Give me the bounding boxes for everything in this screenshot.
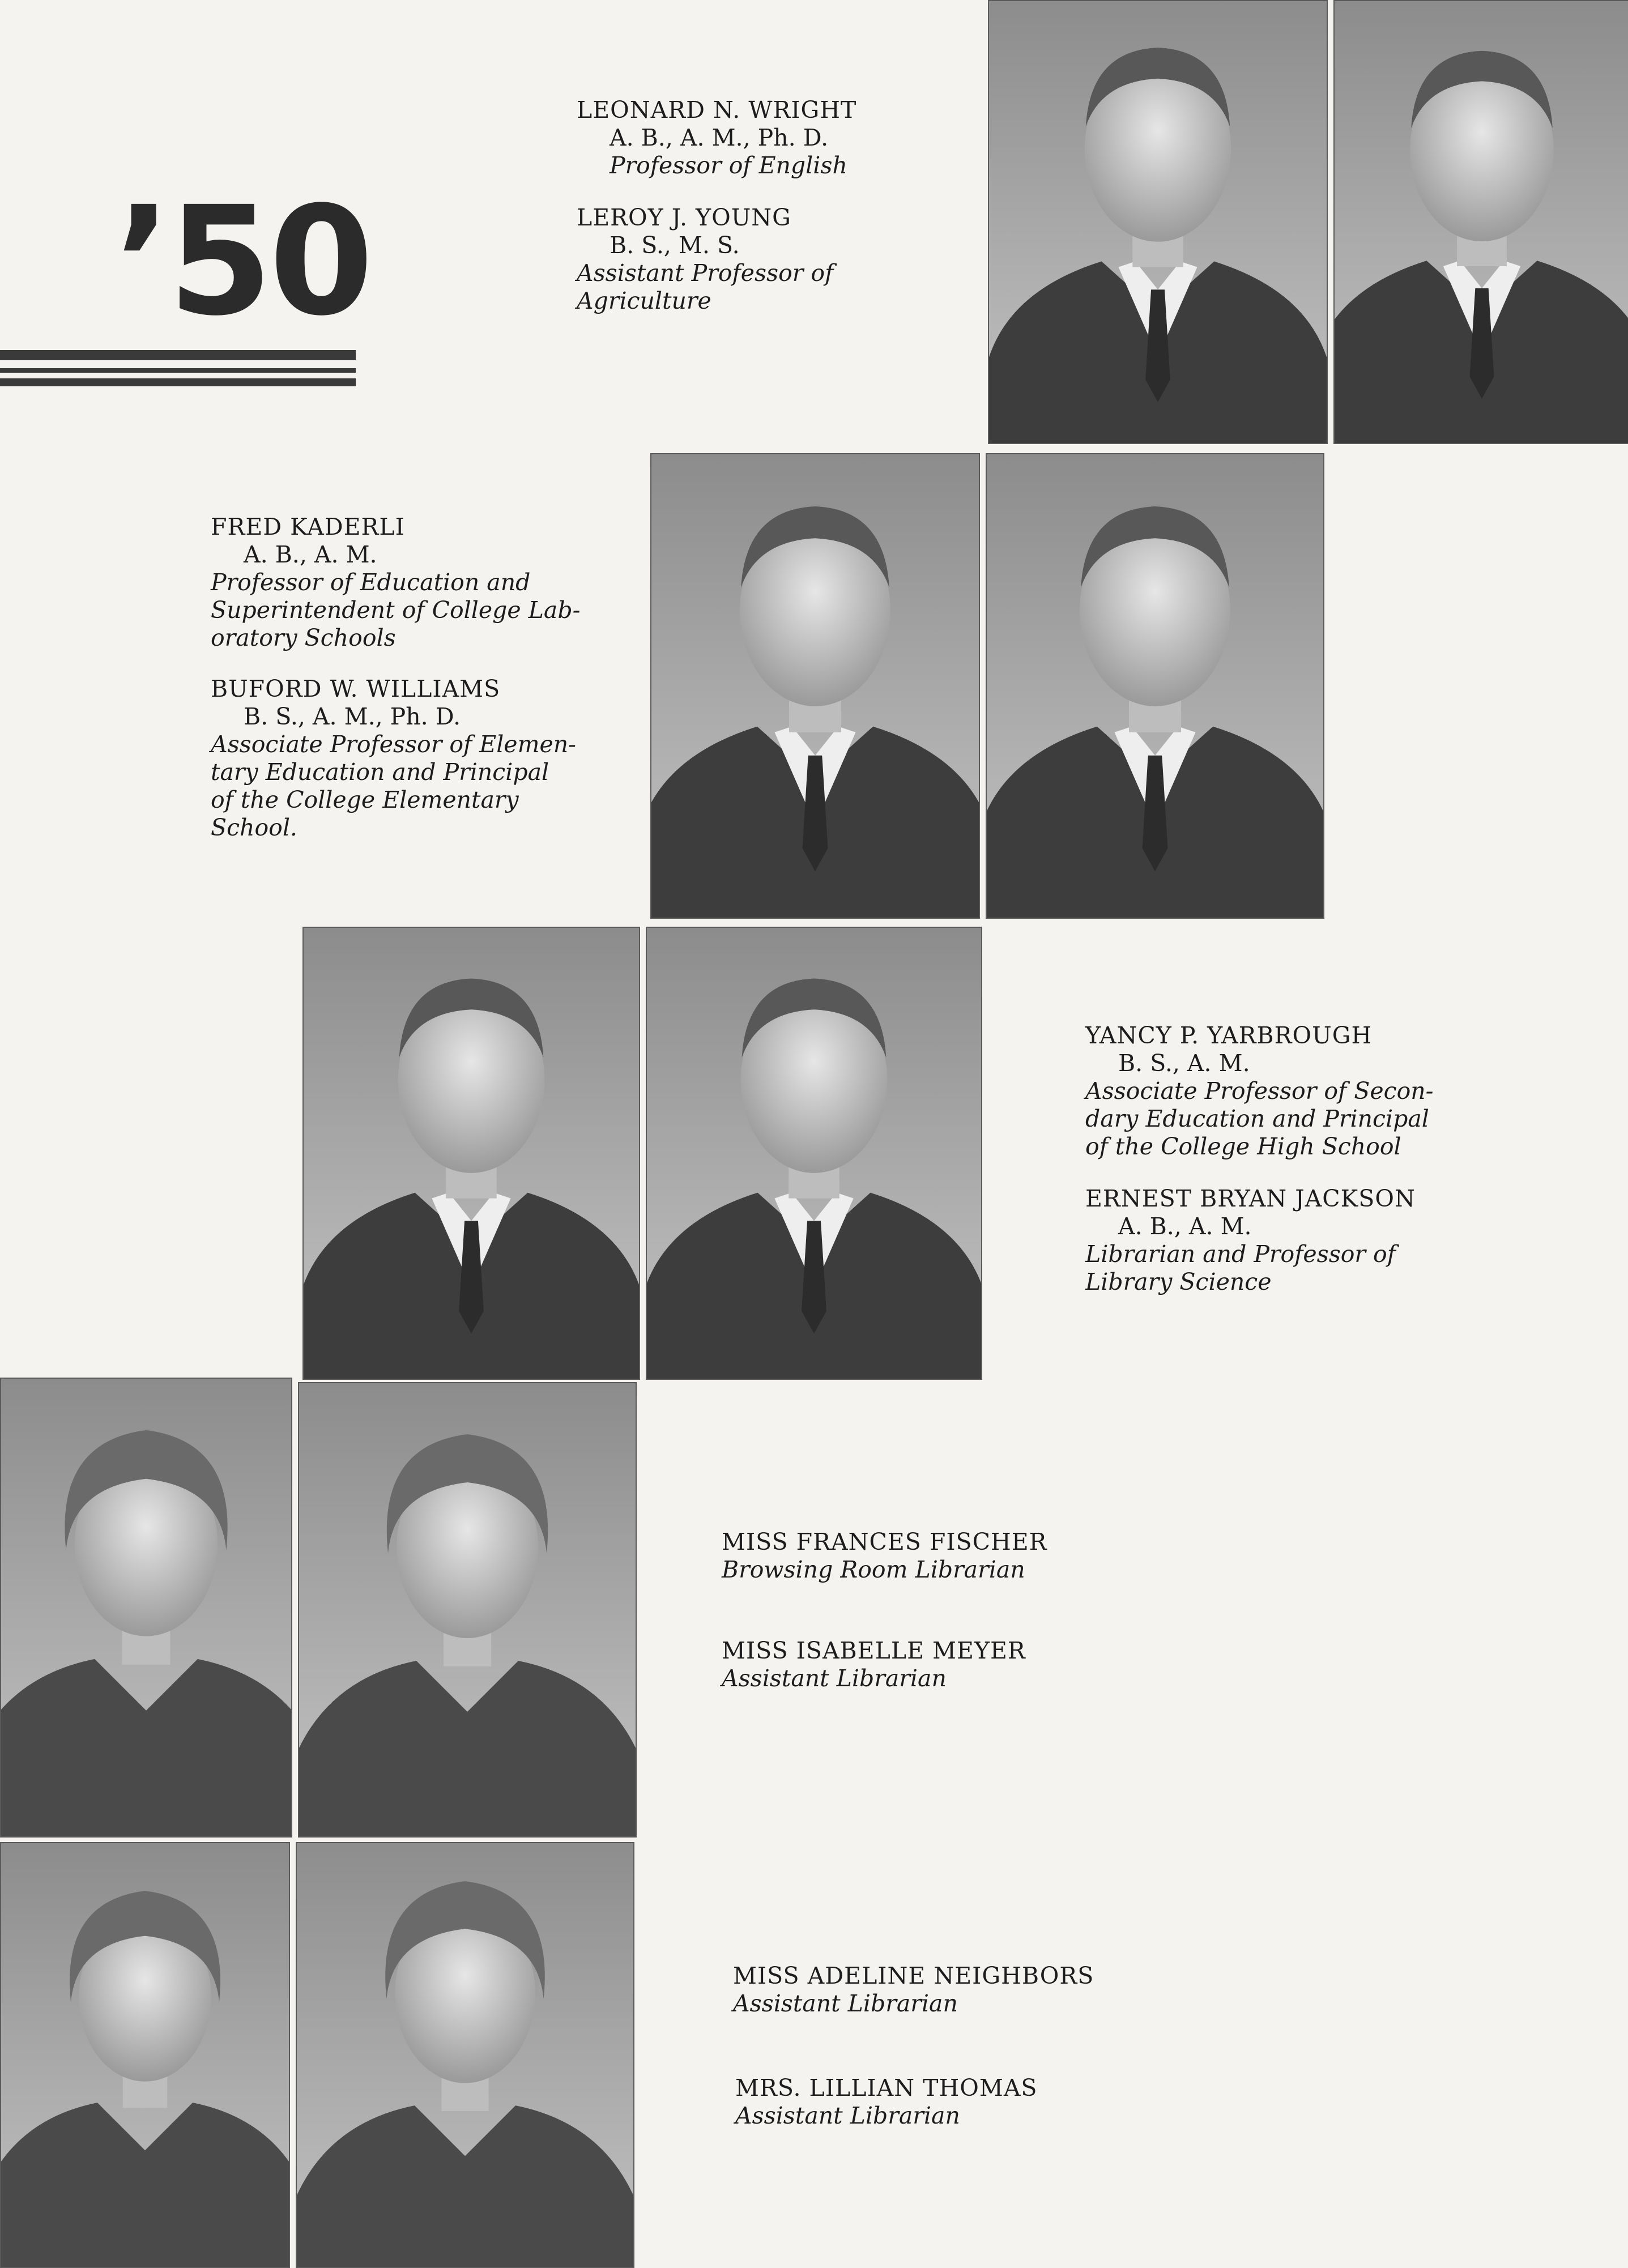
faculty-title: oratory Schools xyxy=(211,624,396,651)
faculty-name: LEONARD N. WRIGHT xyxy=(577,96,857,123)
portrait-photo xyxy=(302,927,640,1380)
faculty-entry xyxy=(722,1528,1118,1584)
portrait-photo xyxy=(0,1378,292,1838)
faculty-title: Assistant Librarian xyxy=(722,1665,947,1692)
portrait-photo xyxy=(0,1842,290,2268)
faculty-title: tary Education and Principal xyxy=(211,758,549,786)
faculty-entry xyxy=(577,204,939,315)
portrait-photo xyxy=(986,453,1324,919)
faculty-title: Associate Professor of Elemen- xyxy=(211,731,576,758)
faculty-degrees: A. B., A. M. xyxy=(1118,1213,1252,1240)
faculty-title: dary Education and Principal xyxy=(1085,1105,1429,1132)
decorative-rule xyxy=(0,378,356,386)
portrait-photo xyxy=(1333,0,1628,444)
faculty-entry xyxy=(211,675,586,842)
faculty-name: YANCY P. YARBROUGH xyxy=(1085,1022,1373,1049)
faculty-degrees: A. B., A. M., Ph. D. xyxy=(610,124,829,151)
faculty-degrees: A. B., A. M. xyxy=(244,541,377,568)
portrait-photo xyxy=(296,1842,634,2268)
faculty-title: Professor of English xyxy=(610,152,847,179)
portrait-photo xyxy=(650,453,980,919)
faculty-entry xyxy=(577,96,939,180)
faculty-title: Assistant Librarian xyxy=(733,1990,958,2017)
faculty-entry xyxy=(735,2074,1166,2130)
faculty-entry xyxy=(1085,1185,1482,1296)
faculty-degrees: B. S., A. M., Ph. D. xyxy=(244,703,461,730)
decorative-rule xyxy=(0,368,356,373)
faculty-name: BUFORD W. WILLIAMS xyxy=(211,675,501,702)
faculty-title: Associate Professor of Secon- xyxy=(1085,1077,1434,1105)
faculty-entry xyxy=(1085,1022,1464,1161)
faculty-name: MRS. LILLIAN THOMAS xyxy=(735,2074,1038,2101)
faculty-name: FRED KADERLI xyxy=(211,513,405,540)
faculty-name: MISS ADELINE NEIGHBORS xyxy=(733,1962,1094,1989)
faculty-title: of the College Elementary xyxy=(211,786,519,813)
faculty-title: Agriculture xyxy=(577,287,711,314)
portrait-photo xyxy=(646,927,982,1380)
faculty-name: ERNEST BRYAN JACKSON xyxy=(1085,1185,1416,1212)
faculty-degrees: B. S., M. S. xyxy=(610,232,740,259)
portrait-photo xyxy=(298,1382,637,1838)
portrait-photo xyxy=(988,0,1328,444)
faculty-title: Librarian and Professor of xyxy=(1085,1240,1396,1268)
faculty-title: Browsing Room Librarian xyxy=(722,1556,1025,1583)
faculty-title: Superintendent of College Lab- xyxy=(211,596,581,624)
faculty-title: Assistant Librarian xyxy=(735,2102,960,2129)
faculty-name: LEROY J. YOUNG xyxy=(577,204,791,231)
faculty-title: Assistant Professor of xyxy=(577,259,834,287)
faculty-title: of the College High School xyxy=(1085,1133,1401,1160)
faculty-title: Library Science xyxy=(1085,1268,1272,1295)
faculty-title: School. xyxy=(211,814,297,841)
decorative-rule xyxy=(0,350,356,360)
faculty-title: Professor of Education and xyxy=(211,569,531,596)
faculty-name: MISS FRANCES FISCHER xyxy=(722,1528,1047,1555)
faculty-entry xyxy=(722,1637,1118,1693)
year-mark: ’50 xyxy=(114,174,370,349)
faculty-entry xyxy=(733,1962,1164,2018)
faculty-degrees: B. S., A. M. xyxy=(1118,1050,1250,1077)
faculty-name: MISS ISABELLE MEYER xyxy=(722,1637,1026,1664)
faculty-entry xyxy=(211,513,586,652)
